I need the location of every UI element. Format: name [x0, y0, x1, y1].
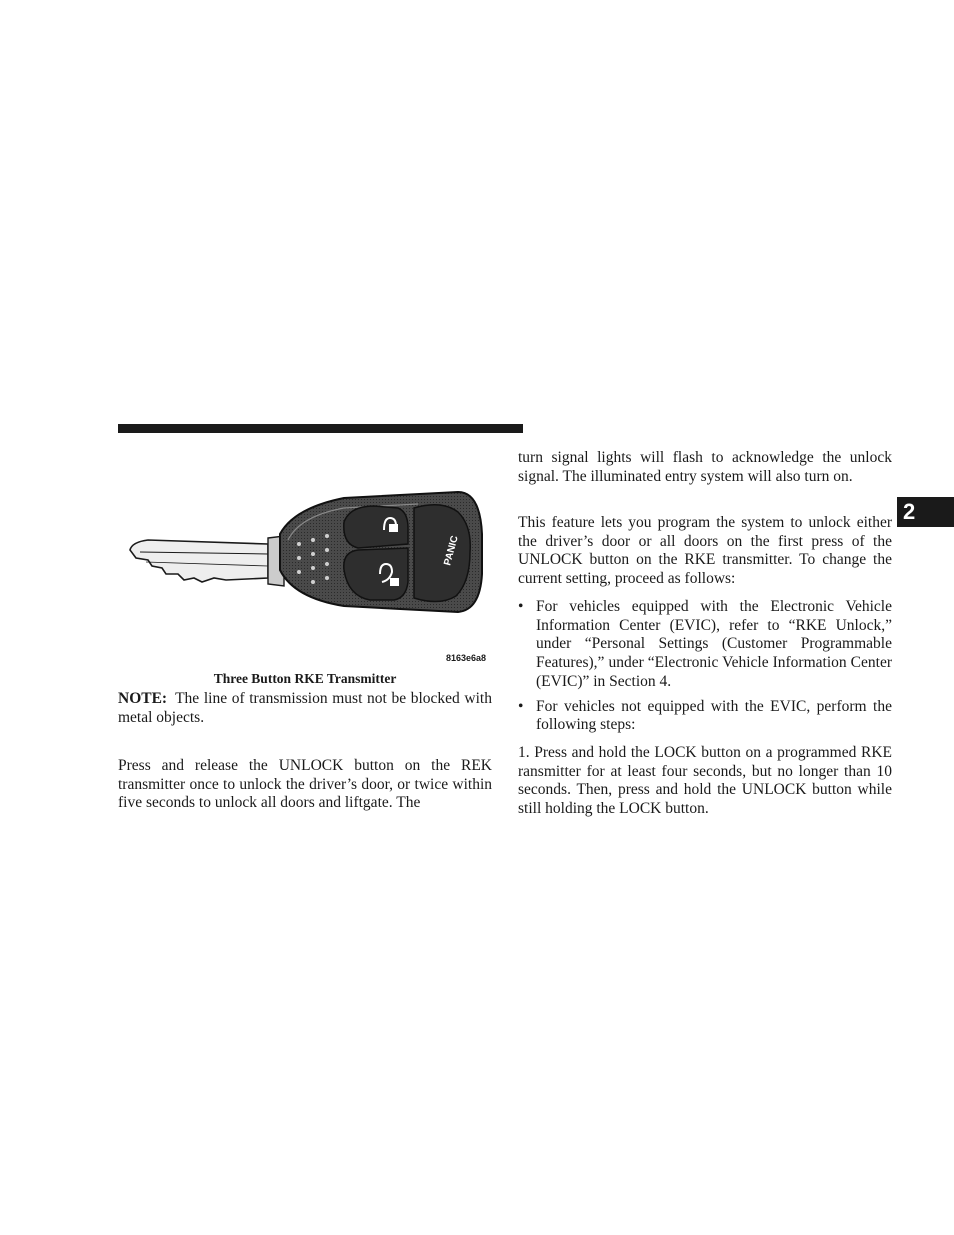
list-item-text: For vehicles not equipped with the EVIC, perform the following steps: [536, 697, 892, 734]
unlock-button [344, 548, 408, 600]
key-blade [130, 540, 268, 582]
bullet-marker: • [518, 697, 524, 715]
lock-button [344, 506, 408, 548]
section-rule [118, 424, 523, 433]
key-fob-illustration [118, 478, 492, 668]
rke-transmitter-figure [118, 478, 492, 668]
list-item-text: For vehicles equipped with the Electronic Vehicle Information Center (EVIC), refer to “RKE Unlock,” under “Personal Settings (Customer Programmable Features),” under “Electronic Vehicle Information Center (EVIC)” in Section 4. [536, 598, 892, 690]
step-1-paragraph: 1. Press and hold the LOCK button on a programmed RKE ransmitter for at least four seconds, but no longer than 10 seconds. Then, press and hold the UNLOCK button while still holding the LOCK button. [518, 744, 892, 818]
panic-button [414, 505, 470, 602]
panic-label: PANIC [442, 534, 461, 567]
figure-caption: Three Button RKE Transmitter [213, 671, 397, 686]
continuation-paragraph: turn signal lights will flash to acknowledge the unlock signal. The illuminated entry system will also turn on. [518, 449, 892, 485]
unlock-instructions-paragraph: Press and release the UNLOCK button on the REK transmitter once to unlock the driver’s door, or twice within five seconds to unlock all doors and liftgate. The [118, 757, 492, 812]
list-item [518, 698, 892, 735]
options-list [518, 598, 892, 741]
program-intro-paragraph: This feature lets you program the system to unlock either the driver’s door or all doors on the first press of the UNLOCK button on the RKE transmitter. To change the current setting, proceed as follows: [518, 514, 892, 588]
figure-code: 8163e6a8 [446, 653, 487, 663]
bullet-marker: • [518, 598, 524, 615]
note-paragraph [118, 690, 492, 727]
note-label: NOTE: [118, 690, 168, 707]
list-item [518, 598, 892, 692]
section-number-tab: 2 [897, 497, 954, 527]
note-text: The line of transmission must not be blocked with metal objects. [118, 690, 492, 726]
